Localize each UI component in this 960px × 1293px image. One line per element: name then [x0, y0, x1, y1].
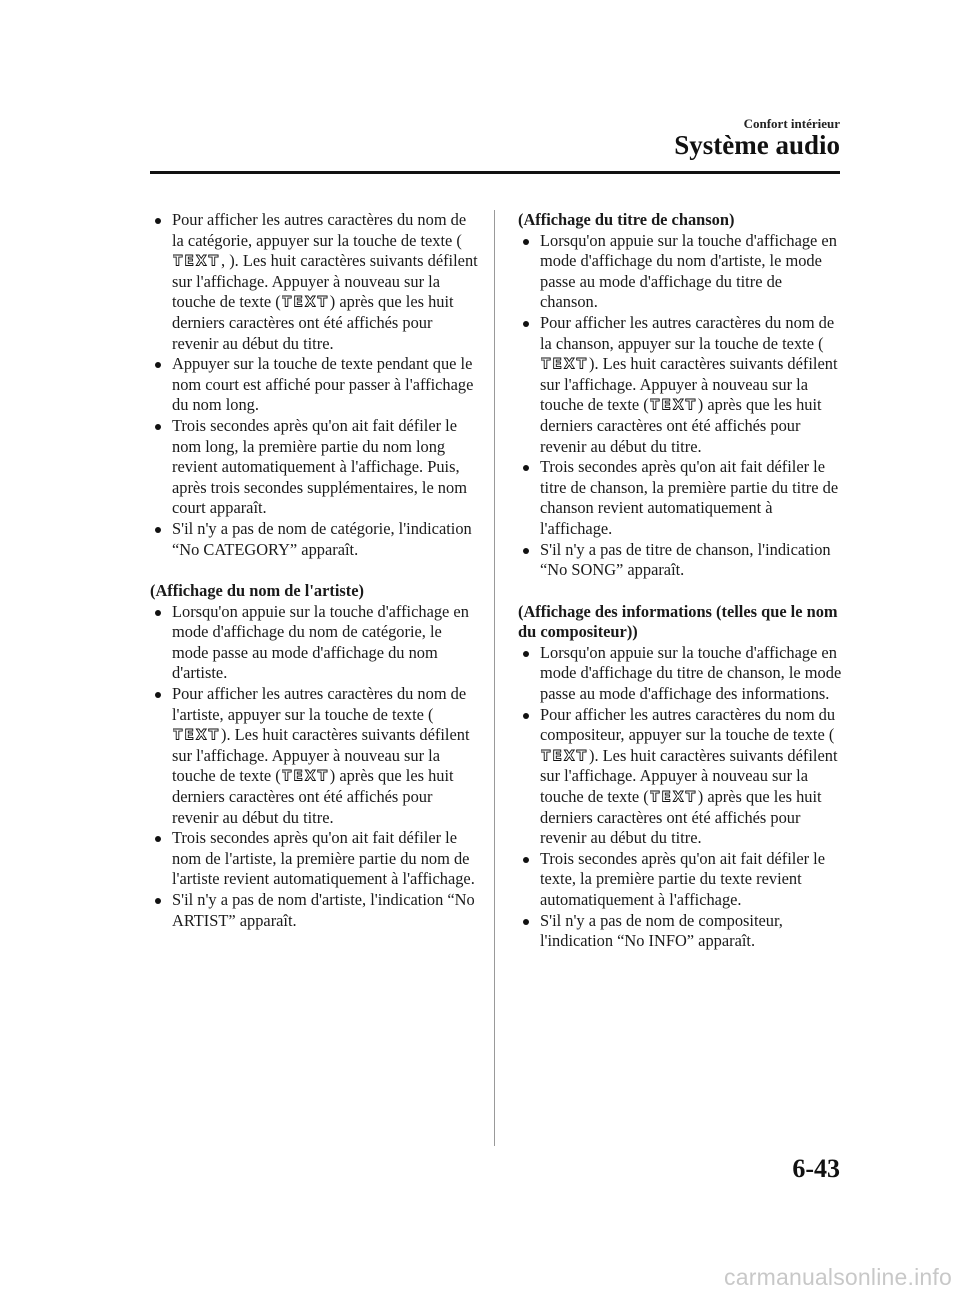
- page-number: 6-43: [792, 1154, 840, 1183]
- bullet-item: [150, 210, 480, 354]
- bullet-text: ). Les huit caractères suivants défilent sur l'affichage. Appuyer à nouveau sur la touche de texte (: [540, 745, 838, 807]
- artist-section: [150, 581, 480, 931]
- bullet-dot-icon: [523, 321, 529, 327]
- bullet-dot-icon: [155, 836, 161, 842]
- bullet-text: Trois secondes après qu'on ait fait défiler le texte, la première partie du texte revient automatiquement à l'affichage.: [540, 848, 826, 909]
- page-title: Système audio: [674, 130, 840, 160]
- section-title: (Affichage des informations (telles que le nom du compositeur)): [518, 601, 838, 642]
- text-key-icon: [173, 253, 220, 267]
- bullet-dot-icon: [155, 362, 161, 368]
- svg-text:TEXT: TEXT: [649, 397, 697, 412]
- info-section: [518, 602, 843, 952]
- bullet-dot-icon: [155, 527, 161, 533]
- bullet-list: [518, 643, 843, 952]
- bullet-text: Pour afficher les autres caractères du nom de l'artiste, appuyer sur la touche de texte (: [172, 684, 467, 724]
- bullet-text: ) après que les huit derniers caractères ont été affichés pour revenir au début du titre.: [172, 292, 454, 353]
- bullet-item: [518, 849, 843, 911]
- bullet-text: , ). Les huit caractères suivants défilent sur l'affichage. Appuyer à nouveau sur la touche de texte (: [172, 251, 478, 312]
- bullet-item: [518, 313, 843, 457]
- bullet-dot-icon: [155, 610, 161, 616]
- bullet-item: [518, 705, 843, 849]
- bullet-text: ) après que les huit derniers caractères ont été affichés pour revenir au début du titre.: [540, 787, 822, 848]
- header-section-label: Confort intérieur: [743, 116, 840, 131]
- bullet-list: [518, 231, 843, 581]
- column-divider: [494, 210, 495, 1146]
- section-title: (Affichage du titre de chanson): [518, 210, 735, 229]
- bullet-dot-icon: [155, 424, 161, 430]
- svg-text:TEXT: TEXT: [541, 356, 588, 371]
- bullet-text: ) après que les huit derniers caractères ont été affichés pour revenir au début du titre.: [172, 766, 454, 827]
- bullet-text: S'il n'y a pas de nom de compositeur, l'indication “No INFO” apparaît.: [540, 910, 783, 951]
- bullet-dot-icon: [523, 651, 529, 657]
- bullet-list: [150, 602, 480, 932]
- bullet-dot-icon: [523, 465, 529, 471]
- intro-section: [150, 210, 480, 560]
- left-column: [150, 210, 480, 931]
- bullet-item: [150, 354, 480, 416]
- bullet-text: Pour afficher les autres caractères du nom du compositeur, appuyer sur la touche de texte (: [540, 704, 836, 745]
- bullet-list: [150, 210, 480, 560]
- section-title: (Affichage du nom de l'artiste): [150, 581, 364, 601]
- svg-text:TEXT: TEXT: [173, 727, 220, 742]
- text-key-icon: [282, 768, 329, 782]
- text-key-icon: [650, 397, 697, 411]
- bullet-text: ). Les huit caractères suivants défilent sur l'affichage. Appuyer à nouveau sur la touche de texte (: [540, 354, 838, 415]
- bullet-dot-icon: [155, 218, 161, 224]
- svg-text:TEXT: TEXT: [649, 789, 697, 804]
- bullet-text: ) après que les huit derniers caractères ont été affichés pour revenir au début du titre.: [540, 395, 822, 456]
- bullet-item: [150, 416, 480, 519]
- svg-text:TEXT: TEXT: [541, 748, 588, 762]
- bullet-item: [150, 602, 480, 684]
- bullet-text: Lorsqu'on appuie sur la touche d'affichage en mode d'affichage du nom d'artiste, le mode passe au mode d'affichage du titre de chanson.: [540, 230, 837, 312]
- text-key-icon: [173, 727, 220, 741]
- text-key-icon: [541, 356, 588, 370]
- svg-text:TEXT: TEXT: [281, 768, 329, 783]
- bullet-item: [150, 684, 480, 828]
- bullet-item: [150, 890, 480, 931]
- bullet-item: [518, 643, 843, 705]
- bullet-text: Trois secondes après qu'on ait fait défiler le nom de l'artiste, la première partie du nom de l'artiste revient automatiquement à l'affichage.: [172, 828, 475, 889]
- bullet-text: S'il n'y a pas de titre de chanson, l'indication “No SONG” apparaît.: [540, 539, 831, 580]
- bullet-text: Appuyer sur la touche de texte pendant que le nom court est affiché pour passer à l'affichage du nom long.: [172, 354, 474, 415]
- right-column: [518, 210, 843, 952]
- watermark: carmanualsonline.info: [724, 1264, 952, 1290]
- svg-text:TEXT: TEXT: [173, 253, 220, 268]
- svg-text:TEXT: TEXT: [281, 294, 329, 309]
- bullet-dot-icon: [523, 919, 529, 925]
- text-key-icon: [282, 294, 329, 308]
- bullet-dot-icon: [155, 692, 161, 698]
- bullet-item: [518, 911, 843, 952]
- song-section: [518, 210, 843, 581]
- bullet-text: S'il n'y a pas de nom d'artiste, l'indication “No ARTIST” apparaît.: [172, 890, 475, 930]
- bullet-text: Pour afficher les autres caractères du nom de la catégorie, appuyer sur la touche de texte (: [172, 210, 467, 250]
- bullet-text: Lorsqu'on appuie sur la touche d'affichage en mode d'affichage du titre de chanson, le mode passe au mode d'affichage des informations.: [540, 642, 842, 704]
- bullet-item: [150, 519, 480, 560]
- text-key-icon: [650, 789, 697, 803]
- bullet-text: S'il n'y a pas de nom de catégorie, l'indication “No CATEGORY” apparaît.: [172, 518, 472, 559]
- bullet-dot-icon: [523, 239, 529, 245]
- bullet-item: [518, 540, 843, 581]
- bullet-dot-icon: [155, 898, 161, 904]
- bullet-dot-icon: [523, 713, 529, 719]
- text-key-icon: [541, 748, 588, 762]
- bullet-text: ). Les huit caractères suivants défilent sur l'affichage. Appuyer à nouveau sur la touche de texte (: [172, 725, 470, 786]
- bullet-dot-icon: [523, 548, 529, 554]
- bullet-item: [150, 828, 480, 890]
- bullet-text: Trois secondes après qu'on ait fait défiler le titre de chanson, la première partie du titre de chanson revient automatiquement à l'affichage.: [540, 457, 839, 538]
- bullet-text: Trois secondes après qu'on ait fait défiler le nom long, la première partie du nom long revient automatiquement à l'affichage. Puis, après trois secondes supplémentaires, le nom court apparaît.: [172, 415, 467, 518]
- bullet-item: [518, 457, 843, 539]
- header-rule: [150, 171, 840, 174]
- bullet-text: Pour afficher les autres caractères du nom de la chanson, appuyer sur la touche de texte (: [540, 312, 835, 353]
- bullet-dot-icon: [523, 857, 529, 863]
- bullet-text: Lorsqu'on appuie sur la touche d'affichage en mode d'affichage du nom de catégorie, le mode passe au mode d'affichage du nom d'artiste.: [172, 601, 469, 683]
- bullet-item: [518, 231, 843, 313]
